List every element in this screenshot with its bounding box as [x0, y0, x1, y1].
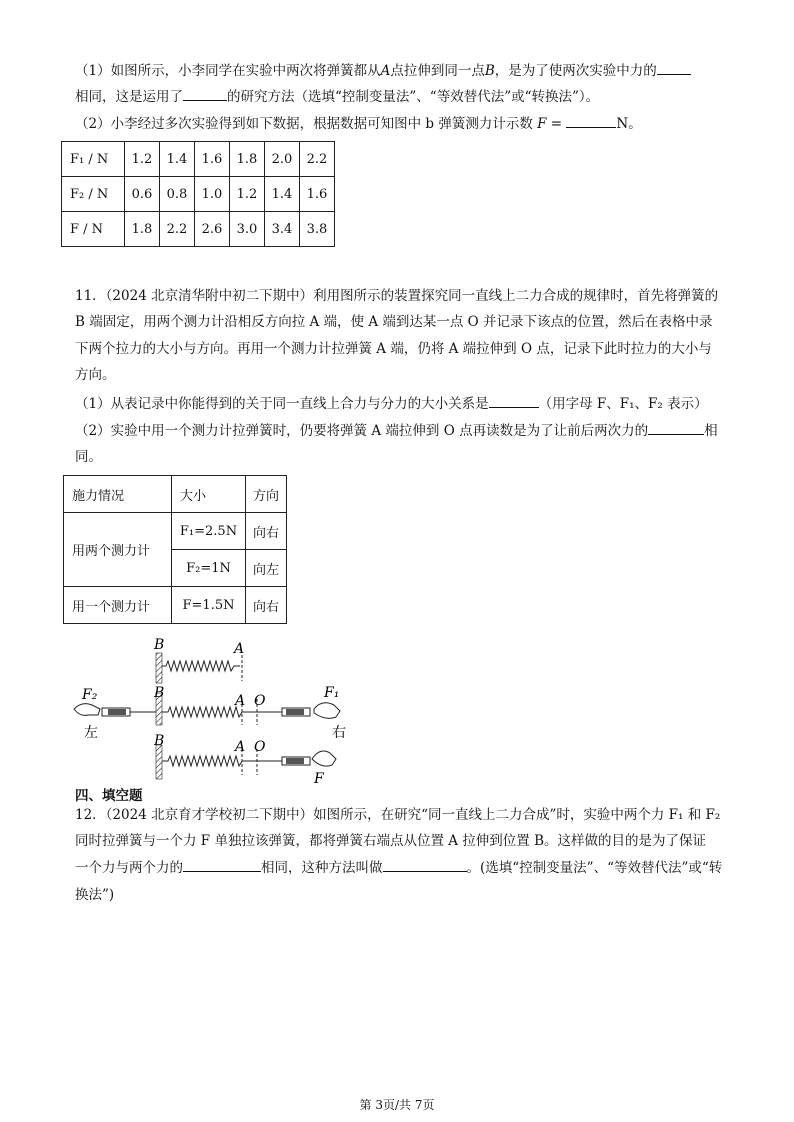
table-row: F₂ / N 0.6 0.8 1.0 1.2 1.4 1.6: [62, 177, 335, 212]
label-F2: F₂: [82, 687, 98, 703]
label-B: B: [154, 733, 165, 749]
page-footer: 第 3页/共 7页: [359, 1098, 435, 1112]
spring: [162, 661, 240, 671]
q11-part2: （2）实验中用一个测力计拉弹簧时，仍要将弹簧 A 端拉伸到 O 点再读数是为了让前后两次力的 相: [75, 423, 718, 439]
q11-part1: （1）从表记录中你能得到的关于同一直线上合力与分力的大小关系是 （用字母 F、F₁、F₂ 表示）: [75, 396, 708, 412]
q10-part2: （2）小李经过多次实验得到如下数据，根据数据可知图中 b 弹簧测力计示数 F = N。: [75, 116, 642, 132]
label-F1: F₁: [324, 685, 340, 701]
q11-line2: B 端固定，用两个测力计沿相反方向拉 A 端，使 A 端到达某一点 O 并记录下该点的位置，然后在表格中录: [75, 314, 713, 330]
q11-line1: 11．（2024 北京清华附中初二下期中）利用图所示的装置探究同一直线上二力合成的规律时，首先将弹簧的: [75, 288, 719, 304]
table-row: 施力情况 大小 方向: [64, 476, 287, 513]
answer-blank[interactable]: [489, 395, 539, 408]
section-heading: 四、填空题: [75, 788, 143, 804]
answer-blank[interactable]: [183, 88, 227, 101]
answer-blank[interactable]: [566, 115, 616, 128]
label-F: F: [314, 771, 324, 785]
hand-icon: [314, 703, 340, 719]
answer-blank[interactable]: [657, 62, 691, 75]
fixed-wall: [156, 745, 162, 779]
spring-scale-body: [286, 709, 304, 715]
hand-icon: [312, 751, 336, 766]
label-B: B: [154, 685, 165, 701]
label-O: O: [254, 739, 266, 755]
spring: [162, 756, 250, 766]
label-A: A: [235, 739, 246, 755]
label-right: 右: [332, 725, 346, 741]
table-row: 用一个测力计 F=1.5N 向右: [64, 587, 287, 624]
q12-line3: 一个力与两个力的 相同，这种方法叫做 。(选填“控制变量法”、“等效替代法”或“转: [75, 860, 723, 876]
spring-scale-body: [286, 758, 304, 764]
q11-record-table: [63, 475, 287, 624]
spring-apparatus-figure: [70, 633, 360, 785]
q10-part1-line2: 相同，这是运用了 的研究方法（选填“控制变量法”、“等效替代法”或“转换法”）。: [75, 89, 600, 105]
fixed-wall: [156, 653, 162, 683]
label-B: B: [154, 637, 165, 653]
table-row: F₂=1N 向左: [64, 550, 287, 587]
table-row: 用两个测力计 F₁=2.5N 向右: [64, 513, 287, 550]
label-O: O: [254, 693, 266, 709]
q12-line1: 12．（2024 北京育才学校初二下期中）如图所示，在研究“同一直线上二力合成”时，实验中两个力 F₁ 和 F₂: [75, 807, 721, 823]
label-A: A: [235, 693, 246, 709]
hand-icon: [74, 704, 100, 716]
q11-part2-end: 同。: [75, 449, 102, 465]
answer-blank[interactable]: [648, 422, 704, 435]
answer-blank[interactable]: [383, 859, 467, 872]
q11-line4: 方向。: [75, 367, 116, 383]
q12-line4: 换法”): [75, 887, 115, 903]
q10-part1-line1: （1）如图所示，小李同学在实验中两次将弹簧都从A点拉伸到同一点B，是为了使两次实验中力的: [75, 62, 691, 80]
table-row: F / N 1.8 2.2 2.6 3.0 3.4 3.8: [62, 212, 335, 247]
q12-line2: 同时拉弹簧与一个力 F 单独拉该弹簧，都将弹簧右端点从位置 A 拉伸到位置 B。这样做的目的是为了保证: [75, 833, 706, 849]
answer-blank[interactable]: [183, 859, 261, 872]
q10-data-table: [61, 141, 335, 247]
table-row: F₁ / N 1.2 1.4 1.6 1.8 2.0 2.2: [62, 142, 335, 177]
spring-scale-body: [108, 709, 126, 715]
label-A: A: [234, 641, 245, 657]
label-left: 左: [84, 725, 98, 741]
q11-line3: 下两个拉力的大小与方向。再用一个测力计拉弹簧 A 端，仍将 A 端拉伸到 O 点，记录下此时拉力的大小与: [75, 341, 712, 357]
